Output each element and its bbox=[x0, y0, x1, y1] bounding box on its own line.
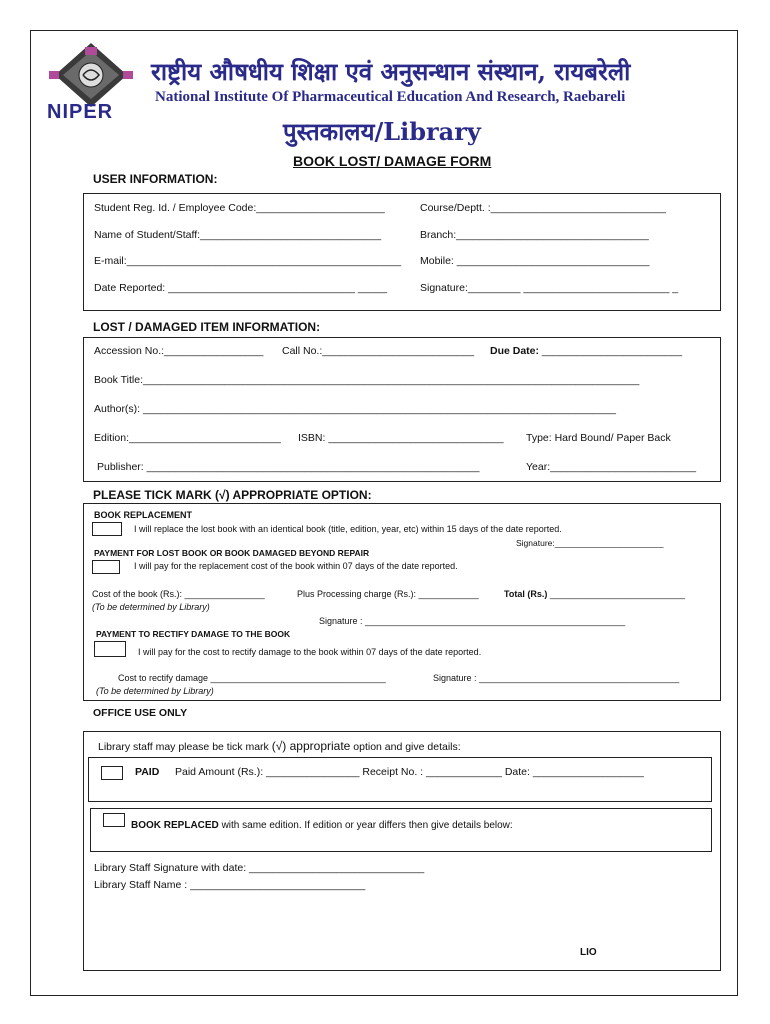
rectify-text: I will pay for the cost to rectify damage to the book within 07 days of the date reported. bbox=[138, 647, 482, 657]
processing-charge-field[interactable]: Plus Processing charge (Rs.): ____________ bbox=[297, 589, 479, 599]
options-heading: PLEASE TICK MARK (√) APPROPRIATE OPTION: bbox=[93, 488, 372, 502]
rectify-signature[interactable]: Signature : ________________________________________ bbox=[433, 673, 680, 683]
paid-checkbox[interactable] bbox=[101, 766, 123, 780]
total-field[interactable] bbox=[504, 589, 685, 599]
due-date-field[interactable] bbox=[490, 345, 682, 357]
total-label: Total (Rs.) bbox=[504, 589, 548, 599]
course-field[interactable]: Course/Deptt. :______________________________ bbox=[420, 202, 666, 214]
replacement-text: I will replace the lost book with an identical book (title, edition, year, etc) within 15 days of the date reported. bbox=[134, 524, 562, 534]
call-no-field[interactable]: Call No.:__________________________ bbox=[282, 345, 475, 357]
payment-text: I will pay for the replacement cost of the book within 07 days of the date reported. bbox=[134, 561, 458, 571]
institute-name-english: National Institute Of Pharmaceutical Education And Research, Raebareli bbox=[155, 89, 626, 105]
options-box bbox=[83, 503, 721, 701]
institute-name-hindi: राष्ट्रीय औषधीय शिक्षा एवं अनुसन्धान संस्थान, रायबरेली bbox=[151, 57, 631, 86]
rectify-heading: PAYMENT TO RECTIFY DAMAGE TO THE BOOK bbox=[96, 629, 291, 639]
rectify-checkbox[interactable] bbox=[94, 641, 126, 657]
user-signature-field[interactable]: Signature:_________ _________________________ _ bbox=[420, 282, 679, 294]
staff-signature-field[interactable]: Library Staff Signature with date: ______________________________ bbox=[94, 862, 425, 874]
publisher-field[interactable]: Publisher: _________________________________________________________ bbox=[97, 461, 480, 473]
replacement-signature[interactable]: Signature:_______________________ bbox=[516, 538, 664, 548]
isbn-field[interactable]: ISBN: ______________________________ bbox=[298, 432, 504, 444]
replaced-box bbox=[90, 808, 712, 852]
logo-text: NIPER bbox=[47, 101, 114, 123]
office-intro: Library staff may please be tick mark (√) appropriate option and give details: bbox=[98, 739, 461, 753]
form-title: BOOK LOST/ DAMAGE FORM bbox=[293, 153, 492, 169]
item-info-box bbox=[83, 337, 721, 482]
office-use-box bbox=[83, 731, 721, 971]
due-date-label: Due Date: bbox=[490, 345, 540, 357]
authors-field[interactable]: Author(s): _________________________________________________________________________________ bbox=[94, 403, 617, 415]
item-info-heading: LOST / DAMAGED ITEM INFORMATION: bbox=[93, 320, 321, 334]
year-field[interactable]: Year:_________________________ bbox=[526, 461, 697, 473]
determined-note-2: (To be determined by Library) bbox=[96, 686, 214, 696]
niper-logo bbox=[45, 41, 137, 125]
lio-label: LIO bbox=[580, 947, 597, 958]
paid-fields[interactable]: Paid Amount (Rs.): ________________ Receipt No. : _____________ Date: ___________________ bbox=[175, 766, 644, 778]
payment-heading: PAYMENT FOR LOST BOOK OR BOOK DAMAGED BEYOND REPAIR bbox=[94, 548, 370, 558]
due-date-line: ________________________ bbox=[539, 345, 683, 357]
payment-checkbox[interactable] bbox=[92, 560, 120, 574]
paid-box bbox=[88, 757, 712, 802]
staff-name-field[interactable]: Library Staff Name : ______________________________ bbox=[94, 879, 366, 891]
user-info-box bbox=[83, 193, 721, 311]
email-field[interactable]: E-mail:_______________________________________________ bbox=[94, 255, 402, 267]
payment-signature[interactable]: Signature : ____________________________________________________ bbox=[319, 616, 626, 626]
mobile-field[interactable]: Mobile: _________________________________ bbox=[420, 255, 650, 267]
replacement-checkbox[interactable] bbox=[92, 522, 122, 536]
form-page bbox=[30, 30, 738, 996]
edition-field[interactable]: Edition:__________________________ bbox=[94, 432, 281, 444]
library-title: पुस्तकालय/Library bbox=[283, 117, 481, 146]
date-reported-field[interactable]: Date Reported: ________________________________ _____ bbox=[94, 282, 388, 294]
office-use-heading: OFFICE USE ONLY bbox=[93, 707, 188, 719]
book-title-field[interactable]: Book Title:_____________________________________________________________________________________ bbox=[94, 374, 640, 386]
determined-note-1: (To be determined by Library) bbox=[92, 602, 210, 612]
replaced-text: BOOK REPLACED with same edition. If edition or year differs then give details below: bbox=[131, 820, 513, 831]
accession-field[interactable]: Accession No.:_________________ bbox=[94, 345, 264, 357]
total-line: ___________________________ bbox=[547, 589, 685, 599]
binding-type-field[interactable]: Type: Hard Bound/ Paper Back bbox=[526, 432, 671, 444]
name-field[interactable]: Name of Student/Staff:_______________________________ bbox=[94, 229, 382, 241]
reg-id-field[interactable]: Student Reg. Id. / Employee Code:______________________ bbox=[94, 202, 385, 214]
replaced-checkbox[interactable] bbox=[103, 813, 125, 827]
rectify-cost-field[interactable]: Cost to rectify damage ___________________________________ bbox=[118, 673, 386, 683]
paid-label: PAID bbox=[135, 766, 160, 778]
branch-field[interactable]: Branch:_________________________________ bbox=[420, 229, 649, 241]
user-info-heading: USER INFORMATION: bbox=[93, 172, 218, 186]
cost-book-field[interactable]: Cost of the book (Rs.): ________________ bbox=[92, 589, 265, 599]
replacement-heading: BOOK REPLACEMENT bbox=[94, 510, 193, 520]
